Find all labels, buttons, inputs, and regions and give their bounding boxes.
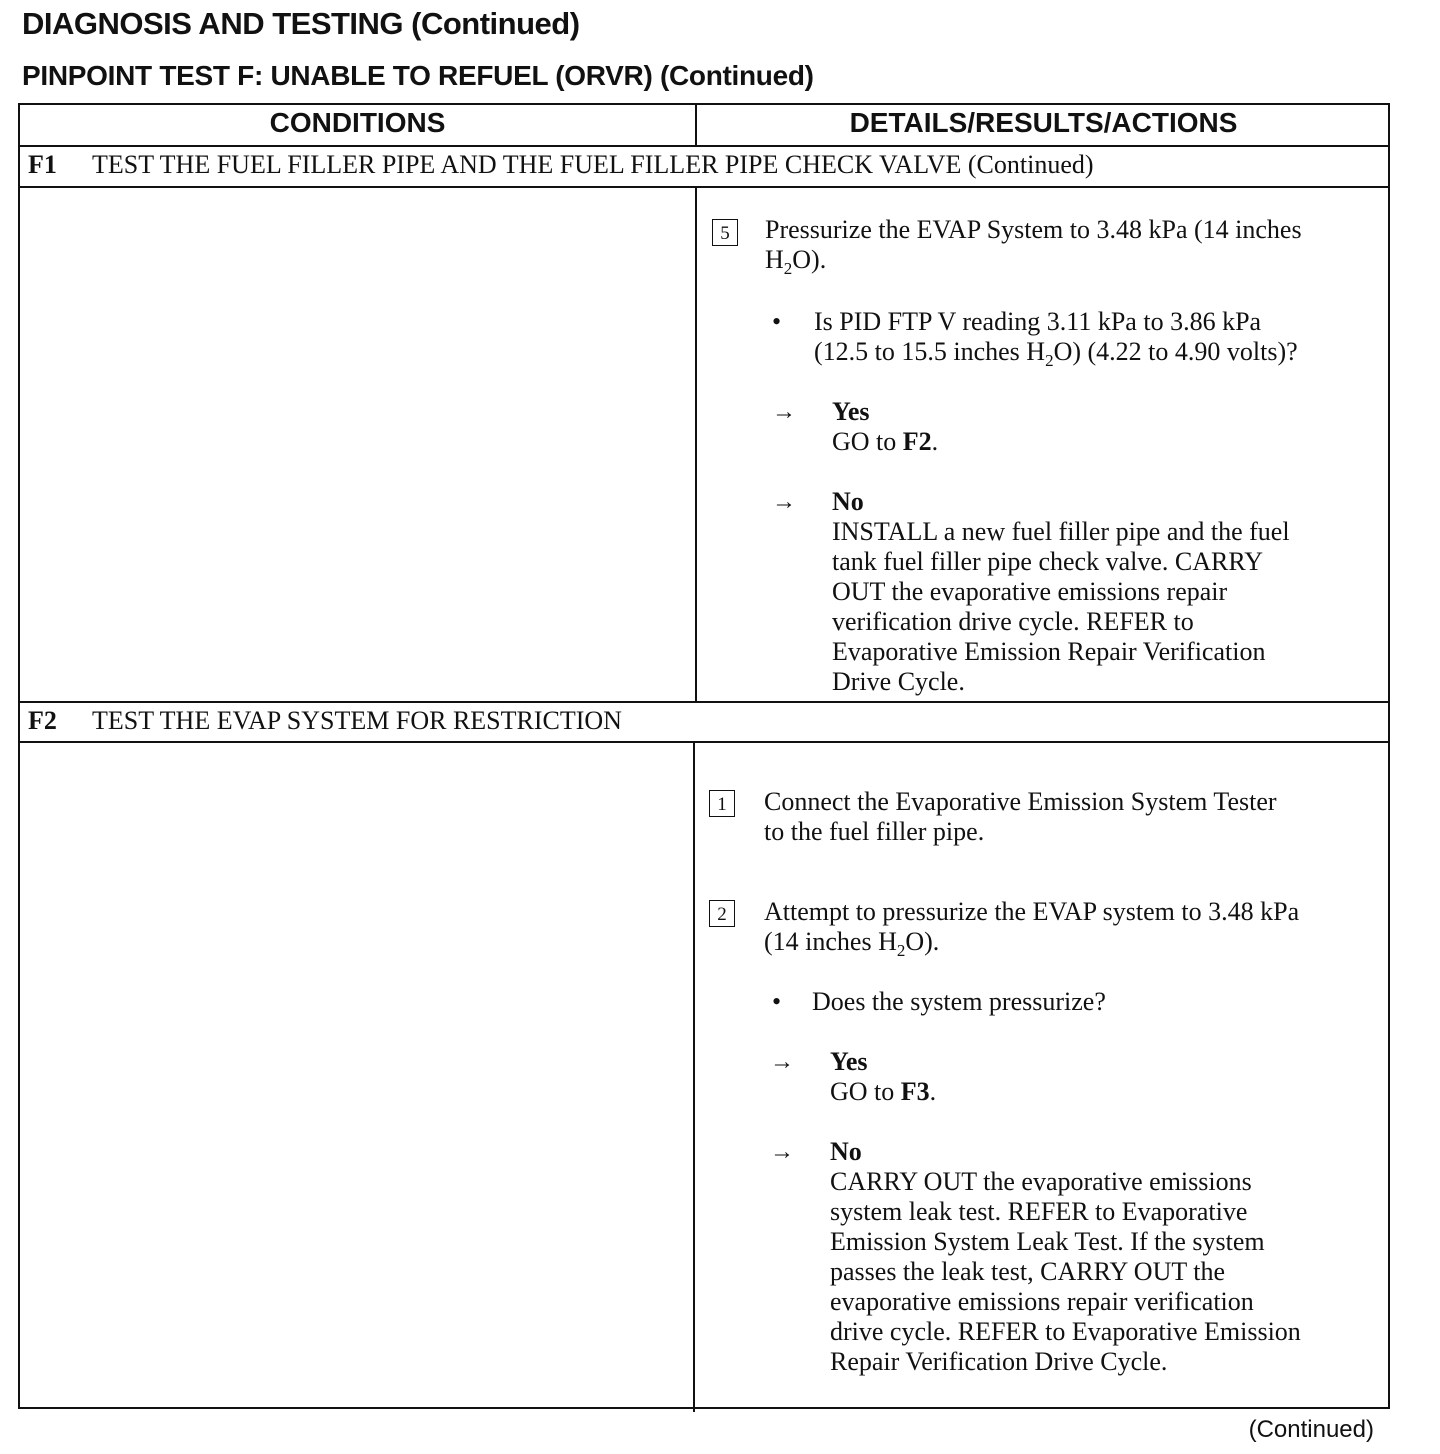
action-line: passes the leak test, CARRY OUT the [830,1257,1226,1286]
question-line: (12.5 to 15.5 inches $H_2O$) (4.22 to 4.90 volts)? [814,337,1298,371]
action-line: INSTALL a new fuel filler pipe and the fuel [832,517,1290,546]
action-line: evaporative emissions repair verification [830,1287,1254,1316]
f2-step-id: F2 [28,706,57,735]
page-title: DIAGNOSIS AND TESTING (Continued) [22,6,580,41]
f1-step-title [28,150,1094,180]
question-line: Is PID FTP V reading 3.11 kPa to 3.86 kPa [814,307,1262,336]
f1-step5-instruction [765,215,1385,284]
f2-step-name: TEST THE EVAP SYSTEM FOR RESTRICTION [92,706,622,735]
instruction-line: Attempt to pressurize the EVAP system to 3.48 kPa [764,897,1300,926]
f1-step-id: F1 [28,150,57,179]
action-line: system leak test. REFER to Evaporative [830,1197,1248,1226]
action-line: Evaporative Emission Repair Verification [832,637,1266,666]
bullet: • [772,307,782,336]
instruction-line: $H_2O$). [765,245,827,279]
column-divider-f2 [693,742,695,1412]
conditions-column-header: CONDITIONS [269,107,446,138]
f2-yes-label: Yes [830,1047,868,1076]
f1-step5-question [814,307,1384,376]
f2-no-action [830,1167,1385,1377]
action-line: tank fuel filler pipe check valve. CARRY [832,547,1264,576]
f1-no-label: No [832,487,864,516]
f1-title-divider [20,186,1388,188]
f2-yes-action: GO to F3. [830,1077,937,1106]
instruction-line: to the fuel filler pipe. [764,817,985,846]
action-line: OUT the evaporative emissions repair [832,577,1228,606]
f1-step-name: TEST THE FUEL FILLER PIPE AND THE FUEL FILLER PIPE CHECK VALVE [92,150,962,179]
f1-end-divider [20,701,1388,703]
arrow-right-icon: → [770,1139,794,1165]
instruction-line: Connect the Evaporative Emission System Tester [764,787,1277,816]
f1-no-action [832,517,1387,697]
header-divider [20,145,1388,147]
action-line: verification drive cycle. REFER to [832,607,1194,636]
arrow-right-icon: → [772,489,796,515]
f2-title-divider [20,741,1388,743]
f2-step2-question: Does the system pressurize? [812,987,1106,1016]
bullet: • [772,987,782,1016]
pinpoint-test-title: PINPOINT TEST F: UNABLE TO REFUEL (ORVR) (Continued) [22,60,814,91]
arrow-right-icon: → [770,1049,794,1075]
step-number-box: 1 [709,790,735,817]
step-number-box: 2 [709,900,735,927]
step-number-box: 5 [712,219,738,246]
f1-yes-label: Yes [832,397,870,426]
f2-step-title [28,706,622,736]
f2-step2-instruction [764,897,1388,966]
action-line: Emission System Leak Test. If the system [830,1227,1265,1256]
action-line: Repair Verification Drive Cycle. [830,1347,1168,1376]
action-line: Drive Cycle. [832,667,965,696]
f1-continued: (Continued) [967,150,1094,179]
arrow-right-icon: → [772,399,796,425]
action-line: CARRY OUT the evaporative emissions [830,1167,1252,1196]
instruction-line: Pressurize the EVAP System to 3.48 kPa (14 inches [765,215,1302,244]
f2-no-label: No [830,1137,862,1166]
instruction-line: (14 inches $H_2O$). [764,927,940,961]
action-line: drive cycle. REFER to Evaporative Emission [830,1317,1301,1346]
f1-yes-action: GO to F2. [832,427,939,456]
continued-footer: (Continued) [1248,1416,1374,1443]
details-column-header: DETAILS/RESULTS/ACTIONS [849,107,1238,138]
column-divider-f1 [695,187,697,702]
f2-step1-instruction [764,787,1384,847]
diagnostic-table [18,103,1390,1409]
